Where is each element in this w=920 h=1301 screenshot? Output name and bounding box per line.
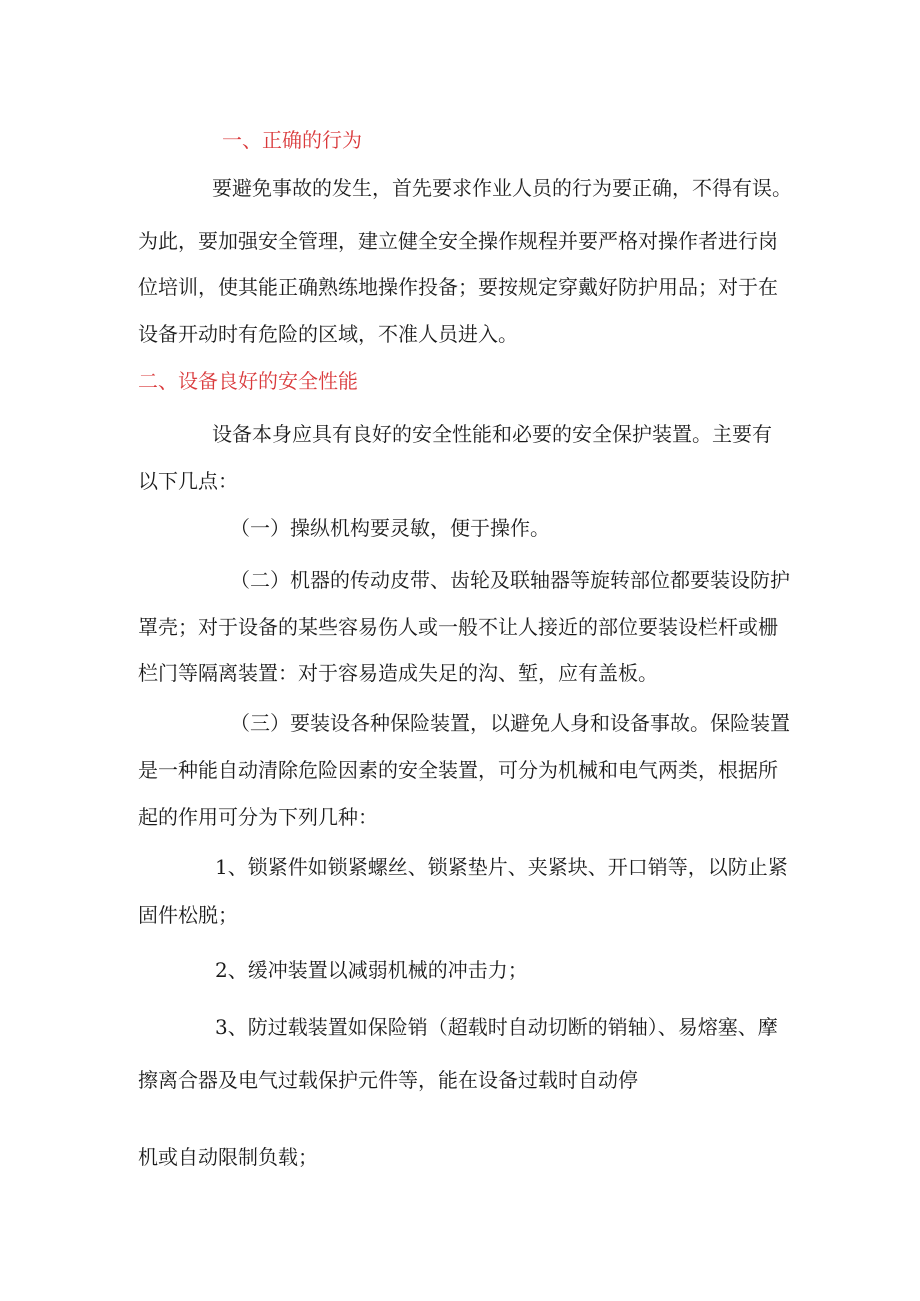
list-item-3: （三）要装设各种保险装置，以避免人身和设备事故。保险装置 xyxy=(230,711,790,735)
paragraph-line: 栏门等隔离装置：对于容易造成失足的沟、堑，应有盖板。 xyxy=(138,661,658,685)
section-heading-2: 二、设备良好的安全性能 xyxy=(138,369,358,393)
paragraph-line: 要避免事故的发生，首先要求作业人员的行为要正确，不得有误。 xyxy=(212,176,792,200)
sub-item-1: 1、锁紧件如锁紧螺丝、锁紧垫片、夹紧块、开口销等，以防止紧 xyxy=(215,855,788,879)
paragraph-line: 固件松脱； xyxy=(138,903,238,927)
sub-item-2: 2、缓冲装置以减弱机械的冲击力； xyxy=(215,958,528,982)
paragraph-line: 机或自动限制负载； xyxy=(138,1145,318,1169)
paragraph-line: 是一种能自动清除危险因素的安全装置，可分为机械和电气两类，根据所 xyxy=(138,758,778,782)
paragraph-line: 以下几点： xyxy=(138,469,238,493)
list-item-1: （一）操纵机构要灵敏，便于操作。 xyxy=(230,516,550,540)
paragraph-line: 起的作用可分为下列几种： xyxy=(138,805,378,829)
paragraph-line: 罩壳；对于设备的某些容易伤人或一般不让人接近的部位要装设栏杆或栅 xyxy=(138,615,778,639)
paragraph-line: 设备开动时有危险的区域，不准人员进入。 xyxy=(138,322,518,346)
section-heading-1: 一、正确的行为 xyxy=(222,128,362,152)
paragraph-line: 为此，要加强安全管理，建立健全安全操作规程并要严格对操作者进行岗 xyxy=(138,229,778,253)
paragraph-line: 擦离合器及电气过载保护元件等，能在设备过载时自动停 xyxy=(138,1068,638,1092)
paragraph-line: 设备本身应具有良好的安全性能和必要的安全保护装置。主要有 xyxy=(212,422,772,446)
list-item-2: （二）机器的传动皮带、齿轮及联轴器等旋转部位都要装设防护 xyxy=(230,568,790,592)
paragraph-line: 位培训，使其能正确熟练地操作投备；要按规定穿戴好防护用品；对于在 xyxy=(138,275,778,299)
sub-item-3: 3、防过载装置如保险销（超载时自动切断的销轴）、易熔塞、摩 xyxy=(215,1015,778,1039)
